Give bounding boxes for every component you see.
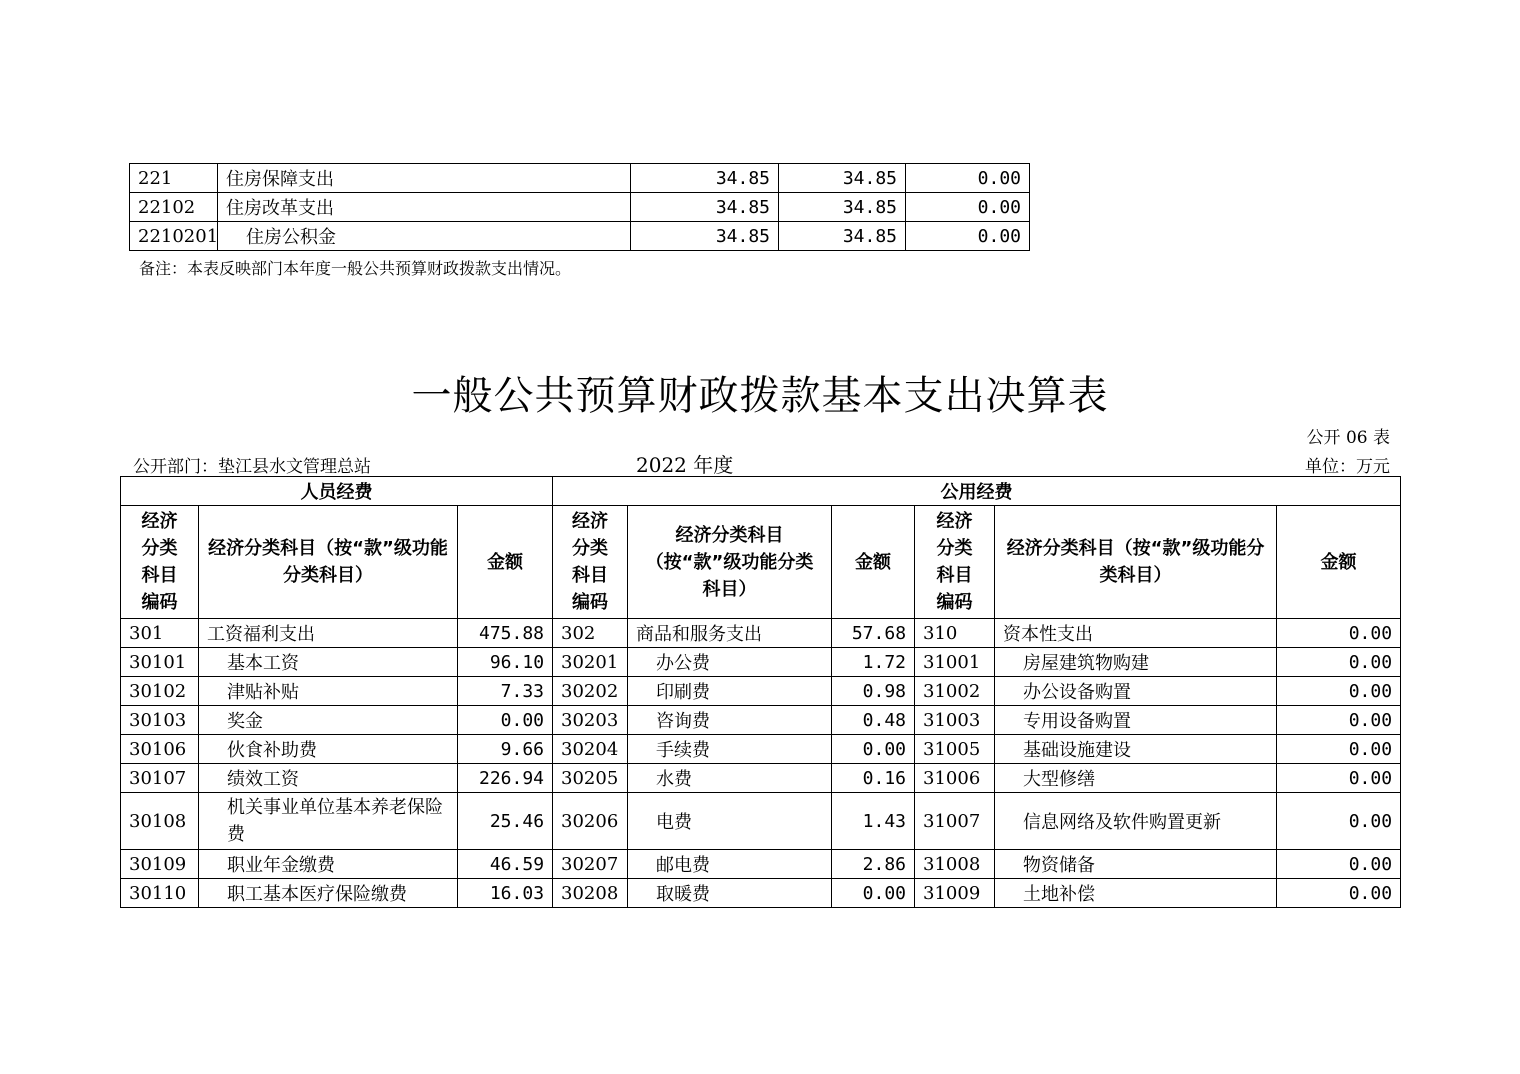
code-cell: 31001: [915, 648, 995, 677]
code-cell: 30201: [553, 648, 628, 677]
amount-cell: 0.00: [1277, 793, 1401, 850]
amount-cell: 16.03: [458, 879, 553, 908]
name-cell: 基本工资: [199, 648, 458, 677]
name-cell: 大型修缮: [995, 764, 1277, 793]
table-row: [121, 850, 1401, 879]
name-cell: 资本性支出: [995, 619, 1277, 648]
code-cell: 30108: [121, 793, 199, 850]
header-name: 经济分类科目（按“款”级功能分类科目）: [628, 506, 832, 619]
project-cell: 0.00: [906, 164, 1030, 193]
name-cell: 商品和服务支出: [628, 619, 832, 648]
name-cell: 住房公积金: [218, 222, 631, 251]
name-cell: 物资储备: [995, 850, 1277, 879]
name-cell: 工资福利支出: [199, 619, 458, 648]
amount-cell: 0.98: [832, 677, 915, 706]
code-cell: 30204: [553, 735, 628, 764]
table-row: [121, 793, 1401, 850]
group-personnel: 人员经费: [121, 477, 553, 506]
name-cell: 奖金: [199, 706, 458, 735]
code-cell: 30208: [553, 879, 628, 908]
header-amount: 金额: [832, 506, 915, 619]
name-cell: 办公费: [628, 648, 832, 677]
name-cell: 伙食补助费: [199, 735, 458, 764]
code-cell: 30107: [121, 764, 199, 793]
code-cell: 30102: [121, 677, 199, 706]
code-cell: 30203: [553, 706, 628, 735]
code-cell: 31003: [915, 706, 995, 735]
amount-cell: 0.00: [1277, 619, 1401, 648]
total-cell: 34.85: [631, 193, 779, 222]
total-cell: 34.85: [631, 222, 779, 251]
table-row: [130, 164, 1030, 193]
code-cell: 31002: [915, 677, 995, 706]
name-cell: 土地补偿: [995, 879, 1277, 908]
table-row: [121, 706, 1401, 735]
name-cell: 住房改革支出: [218, 193, 631, 222]
name-cell: 办公设备购置: [995, 677, 1277, 706]
amount-cell: 0.00: [832, 735, 915, 764]
basic-cell: 34.85: [779, 164, 906, 193]
amount-cell: 0.00: [1277, 735, 1401, 764]
table-row: [130, 193, 1030, 222]
header-name: 经济分类科目（按“款”级功能分类科目）: [199, 506, 458, 619]
code-cell: 30101: [121, 648, 199, 677]
department-label: 公开部门：垫江县水文管理总站: [133, 457, 371, 477]
name-cell: 职业年金缴费: [199, 850, 458, 879]
header-name: 经济分类科目（按“款”级功能分类科目）: [995, 506, 1277, 619]
amount-cell: 0.00: [1277, 764, 1401, 793]
name-cell: 水费: [628, 764, 832, 793]
amount-cell: 0.00: [1277, 706, 1401, 735]
group-public: 公用经费: [553, 477, 1401, 506]
amount-cell: 0.48: [832, 706, 915, 735]
project-cell: 0.00: [906, 222, 1030, 251]
code-cell: 30202: [553, 677, 628, 706]
amount-cell: 2.86: [832, 850, 915, 879]
header-amount: 金额: [458, 506, 553, 619]
amount-cell: 96.10: [458, 648, 553, 677]
header-amount: 金额: [1277, 506, 1401, 619]
prev-table: [129, 163, 1030, 251]
basic-cell: 34.85: [779, 193, 906, 222]
amount-cell: 25.46: [458, 793, 553, 850]
name-cell: 手续费: [628, 735, 832, 764]
code-cell: 30109: [121, 850, 199, 879]
amount-cell: 0.00: [458, 706, 553, 735]
amount-cell: 0.00: [1277, 648, 1401, 677]
header-code: 经济分类科目编码: [553, 506, 628, 619]
table-row: [121, 879, 1401, 908]
total-cell: 34.85: [631, 164, 779, 193]
amount-cell: 475.88: [458, 619, 553, 648]
name-cell: 房屋建筑物购建: [995, 648, 1277, 677]
code-cell: 221: [130, 164, 218, 193]
table-number: 公开 06 表: [1306, 428, 1390, 448]
code-cell: 2210201: [130, 222, 218, 251]
name-cell: 印刷费: [628, 677, 832, 706]
amount-cell: 0.00: [1277, 850, 1401, 879]
header-code: 经济分类科目编码: [915, 506, 995, 619]
table-row: [121, 619, 1401, 648]
name-cell: 职工基本医疗保险缴费: [199, 879, 458, 908]
amount-cell: 0.00: [1277, 879, 1401, 908]
code-cell: 30205: [553, 764, 628, 793]
amount-cell: 0.00: [832, 879, 915, 908]
name-cell: 咨询费: [628, 706, 832, 735]
name-cell: 电费: [628, 793, 832, 850]
basic-expenditure-table: [120, 476, 1401, 908]
name-cell: 邮电费: [628, 850, 832, 879]
code-cell: 301: [121, 619, 199, 648]
code-cell: 31007: [915, 793, 995, 850]
amount-cell: 7.33: [458, 677, 553, 706]
code-cell: 30110: [121, 879, 199, 908]
basic-cell: 34.85: [779, 222, 906, 251]
amount-cell: 0.16: [832, 764, 915, 793]
amount-cell: 1.72: [832, 648, 915, 677]
code-cell: 302: [553, 619, 628, 648]
code-cell: 22102: [130, 193, 218, 222]
name-cell: 绩效工资: [199, 764, 458, 793]
amount-cell: 46.59: [458, 850, 553, 879]
name-cell: 津贴补贴: [199, 677, 458, 706]
name-cell: 基础设施建设: [995, 735, 1277, 764]
code-cell: 310: [915, 619, 995, 648]
code-cell: 31006: [915, 764, 995, 793]
name-cell: 信息网络及软件购置更新: [995, 793, 1277, 850]
table-row: [121, 648, 1401, 677]
table-row: [121, 764, 1401, 793]
amount-cell: 57.68: [832, 619, 915, 648]
project-cell: 0.00: [906, 193, 1030, 222]
name-cell: 住房保障支出: [218, 164, 631, 193]
page-title: 一般公共预算财政拨款基本支出决算表: [411, 373, 1109, 419]
code-cell: 30207: [553, 850, 628, 879]
table-row: [121, 677, 1401, 706]
unit-label: 单位：万元: [1305, 457, 1390, 477]
code-cell: 31009: [915, 879, 995, 908]
name-cell: 机关事业单位基本养老保险费: [199, 793, 458, 850]
amount-cell: 9.66: [458, 735, 553, 764]
amount-cell: 0.00: [1277, 677, 1401, 706]
code-cell: 30103: [121, 706, 199, 735]
code-cell: 31008: [915, 850, 995, 879]
amount-cell: 1.43: [832, 793, 915, 850]
code-cell: 30206: [553, 793, 628, 850]
code-cell: 31005: [915, 735, 995, 764]
amount-cell: 226.94: [458, 764, 553, 793]
table-row: [121, 735, 1401, 764]
table-note: 备注：本表反映部门本年度一般公共预算财政拨款支出情况。: [139, 259, 572, 278]
fiscal-year: 2022 年度: [636, 453, 734, 477]
table-row: [130, 222, 1030, 251]
name-cell: 取暖费: [628, 879, 832, 908]
header-code: 经济分类科目编码: [121, 506, 199, 619]
code-cell: 30106: [121, 735, 199, 764]
name-cell: 专用设备购置: [995, 706, 1277, 735]
